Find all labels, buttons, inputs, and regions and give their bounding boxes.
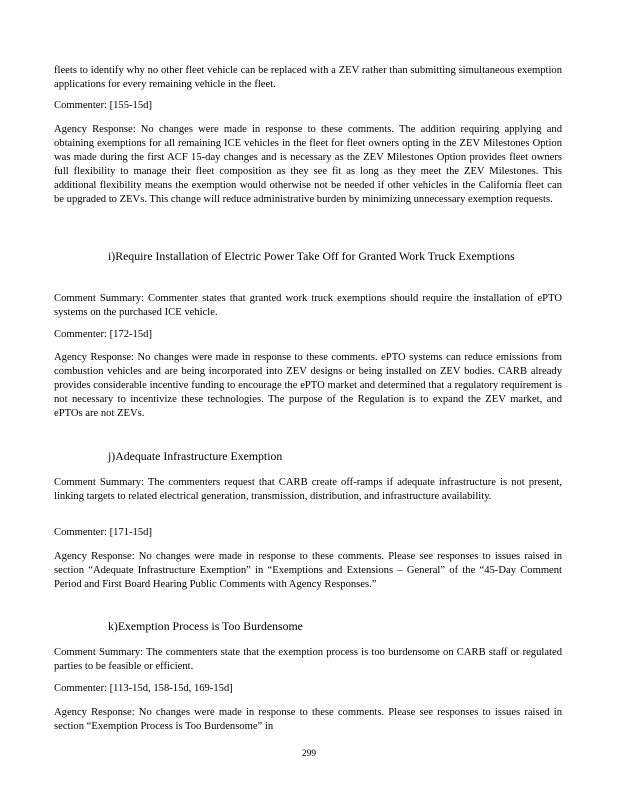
comment-summary: Comment Summary: Commenter states that granted work truck exemptions should require the installation of ePTO systems on the purchased ICE vehicle. [54, 293, 562, 318]
agency-response: Agency Response: No changes were made in response to these comments. The addition requiring applying and obtaining exemptions for all remaining ICE vehicles in the fleet for fleet owners opting in the ZEV Milestones Option was made during the first ACF 15-day changes and is necessary as the ZEV Milestones Option provides fleet owners full flexibility to manage their fleet composition as they see fit as long as they meet the ZEV Milestones. This additional flexibility means the exemption would otherwise not be needed if other vehicles in the California fleet can be upgraded to ZEVs. This change will reduce administrative burden by minimizing unnecessary exemption requests. [54, 124, 562, 205]
agency-response: Agency Response: No changes were made in response to these comments. ePTO systems can reduce emissions from combustion vehicles and are being incorporated into ZEV designs or being installed on ZEV bodies. CARB already provides considerable incentive funding to encourage the ePTO market and determined that a regulatory requirement is not necessary to incentivize these technologies. The purpose of the Regulation is to expand the ZEV market, and ePTOs are not ZEVs. [54, 352, 562, 419]
page-number: 299 [301, 749, 317, 759]
section-heading-i: i)Require Installation of Electric Power Take Off for Granted Work Truck Exemptions [108, 249, 515, 263]
comment-summary: Comment Summary: The commenters state that the exemption process is too burdensome on CARB staff or regulated parties to be feasible or efficient. [54, 647, 562, 672]
agency-response: Agency Response: No changes were made in response to these comments. Please see responses to issues raised in section “Adequate Infrastructure Exemption” in “Exemptions and Extensions – General” of the “45-Day Comment Period and First Board Hearing Public Comments with Agency Responses.” [54, 551, 562, 590]
section-heading-k: k)Exemption Process is Too Burdensome [108, 619, 303, 633]
commenter-line: Commenter: [113-15d, 158-15d, 169-15d] [54, 683, 233, 694]
commenter-line: Commenter: [171-15d] [54, 527, 152, 538]
paragraph-fleet-identify: fleets to identify why no other fleet vehicle can be replaced with a ZEV rather than submitting simultaneous exemption applications for every remaining vehicle in the fleet. [54, 65, 562, 90]
commenter-line: Commenter: [155-15d] [54, 100, 152, 111]
agency-response: Agency Response: No changes were made in response to these comments. Please see responses to issues raised in section “Exemption Process is Too Burdensome” in [54, 707, 562, 732]
commenter-line: Commenter: [172-15d] [54, 329, 152, 340]
comment-summary: Comment Summary: The commenters request that CARB create off-ramps if adequate infrastructure is not present, linking targets to related electrical generation, transmission, distribution, and infrastructure availability. [54, 477, 562, 502]
section-heading-j: j)Adequate Infrastructure Exemption [108, 449, 283, 463]
